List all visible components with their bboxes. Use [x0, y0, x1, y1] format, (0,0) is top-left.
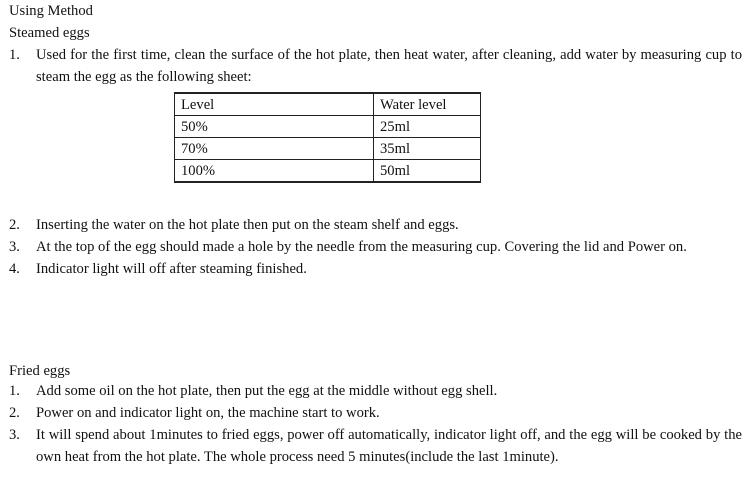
fried-step-list: [0, 380, 742, 468]
steamed-step-list-first: [0, 44, 742, 88]
heading-fried-eggs: Fried eggs: [9, 363, 71, 379]
table-header-row: [175, 93, 481, 116]
table-cell-water: 35ml: [374, 138, 481, 160]
step-text: It will spend about 1minutes to fried eggs, power off automatically, indicator light off, and the egg will be cooked by the own heat from the hot plate. The whole process need 5 minutes(include the last 1minute).: [36, 427, 742, 465]
table-cell-level: 70%: [175, 138, 374, 160]
water-level-table: [174, 92, 481, 183]
table-row: [175, 138, 481, 160]
fried-step-3: [0, 424, 742, 468]
step-number: 4.: [9, 261, 20, 277]
steamed-step-3: [0, 236, 742, 258]
table-row: [175, 160, 481, 183]
step-text: Indicator light will off after steaming finished.: [36, 261, 307, 277]
table-cell-level: 50%: [175, 116, 374, 138]
table-header-level: Level: [175, 93, 374, 116]
heading-steamed-eggs: Steamed eggs: [9, 25, 90, 41]
step-number: 3.: [9, 239, 20, 255]
step-number: 1.: [9, 47, 20, 63]
table-cell-water: 50ml: [374, 160, 481, 183]
step-number: 2.: [9, 217, 20, 233]
step-number: 2.: [9, 405, 20, 421]
steamed-step-1: [0, 44, 742, 88]
table-cell-water: 25ml: [374, 116, 481, 138]
steamed-step-2: [0, 214, 742, 236]
heading-using-method: Using Method: [9, 3, 93, 19]
step-text: Add some oil on the hot plate, then put the egg at the middle without egg shell.: [36, 383, 498, 399]
step-number: 1.: [9, 383, 20, 399]
steamed-step-4: [0, 258, 742, 280]
fried-step-1: [0, 380, 742, 402]
step-text: Used for the first time, clean the surface of the hot plate, then heat water, after cleaning, add water by measuring cup to steam the egg as the following sheet:: [36, 47, 742, 85]
table-cell-level: 100%: [175, 160, 374, 183]
step-text: At the top of the egg should made a hole by the needle from the measuring cup. Covering the lid and Power on.: [36, 239, 687, 255]
step-text: Power on and indicator light on, the machine start to work.: [36, 405, 380, 421]
table-row: [175, 116, 481, 138]
table-header-water-level: Water level: [374, 93, 481, 116]
fried-step-2: [0, 402, 742, 424]
step-number: 3.: [9, 427, 20, 443]
steamed-step-list-rest: [0, 214, 742, 280]
step-text: Inserting the water on the hot plate then put on the steam shelf and eggs.: [36, 217, 459, 233]
